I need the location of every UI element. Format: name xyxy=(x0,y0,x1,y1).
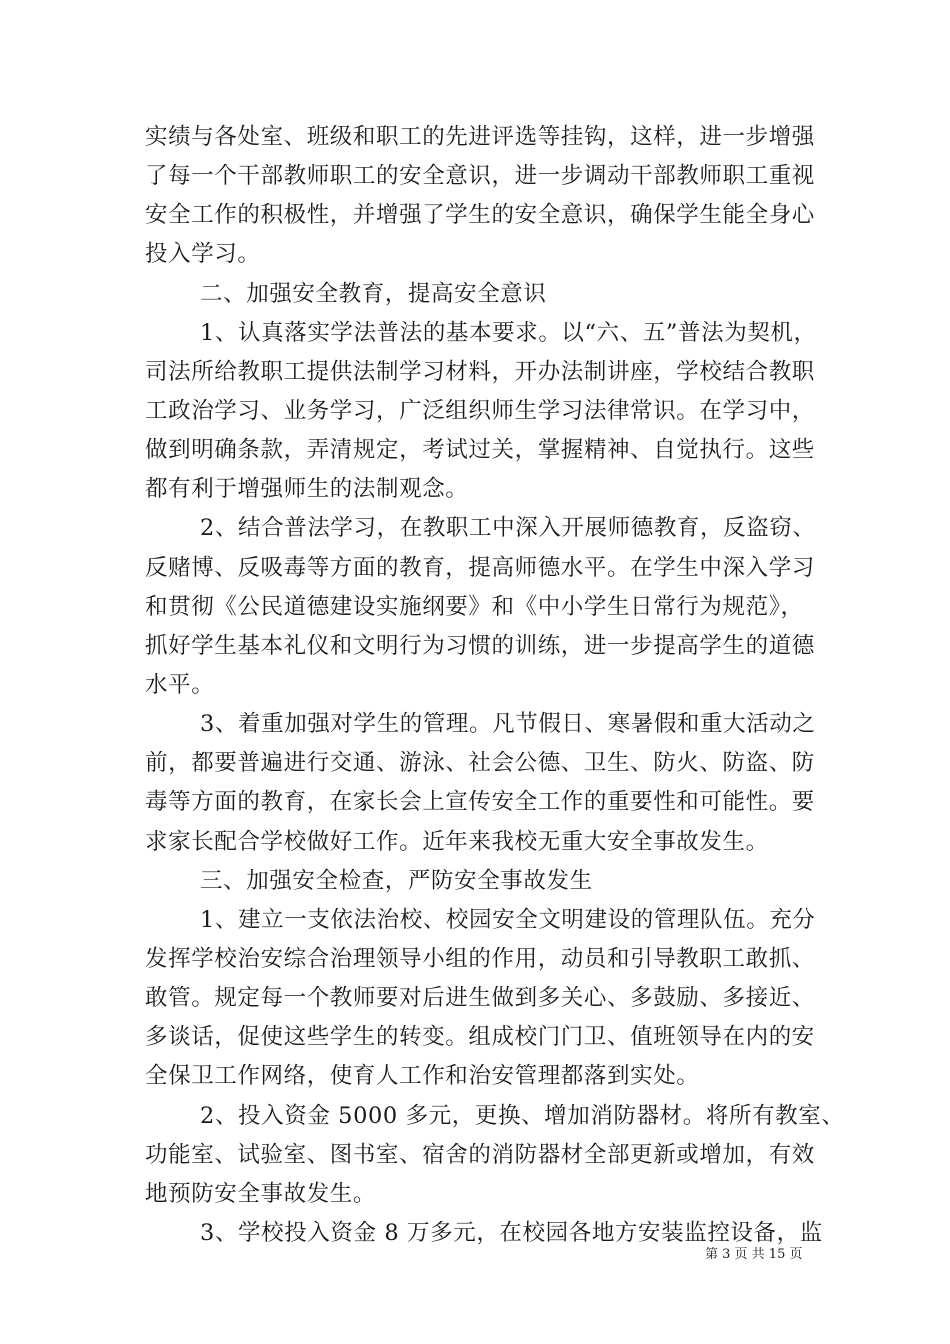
text-line: 3、学校投入资金 8 万多元，在校园各地方安装监控设备，监 xyxy=(200,1219,823,1246)
text-line: 了每一个干部教师职工的安全意识，进一步调动干部教师职工重视 xyxy=(145,163,815,190)
text-line: 求家长配合学校做好工作。近年来我校无重大安全事故发生。 xyxy=(145,828,769,855)
text-line: 1、建立一支依法治校、校园安全文明建设的管理队伍。充分 xyxy=(200,906,816,933)
text-line: 发挥学校治安综合治理领导小组的作用，动员和引导教职工敢抓、 xyxy=(145,945,815,972)
text-line: 司法所给教职工提供法制学习材料，开办法制讲座，学校结合教职 xyxy=(145,358,815,385)
text-line: 投入学习。 xyxy=(145,241,261,268)
text-line: 3、着重加强对学生的管理。凡节假日、寒暑假和重大活动之 xyxy=(200,711,816,738)
text-line: 都有利于增强师生的法制观念。 xyxy=(145,476,469,503)
text-line: 地预防安全事故发生。 xyxy=(145,1180,377,1207)
text-line: 实绩与各处室、班级和职工的先进评选等挂钩，这样，进一步增强 xyxy=(145,124,815,150)
text-line: 2、投入资金 5000 多元，更换、增加消防器材。将所有教室、 xyxy=(200,1102,845,1129)
text-line: 和贯彻《公民道德建设实施纲要》和《中小学生日常行为规范》， xyxy=(145,593,804,620)
text-line: 工政治学习、业务学习，广泛组织师生学习法律常识。在学习中， xyxy=(145,397,815,424)
text-line: 功能室、试验室、图书室、宿舍的消防器材全部更新或增加，有效 xyxy=(145,1141,815,1168)
text-line: 水平。 xyxy=(145,671,215,698)
text-line: 反赌博、反吸毒等方面的教育，提高师德水平。在学生中深入学习 xyxy=(145,554,815,581)
text-line: 二、加强安全教育，提高安全意识 xyxy=(200,280,547,307)
text-line: 多谈话，促使这些学生的转变。组成校门门卫、值班领导在内的安 xyxy=(145,1024,815,1051)
text-line: 敢管。规定每一个教师要对后进生做到多关心、多鼓励、多接近、 xyxy=(145,985,815,1012)
text-line: 2、结合普法学习，在教职工中深入开展师德教育，反盗窃、 xyxy=(200,515,816,542)
page-number-footer: 第 3 页 共 15 页 xyxy=(705,1247,803,1262)
text-line: 做到明确条款，弄清规定，考试过关，掌握精神、自觉执行。这些 xyxy=(145,437,815,464)
text-line: 抓好学生基本礼仪和文明行为习惯的训练，进一步提高学生的道德 xyxy=(145,632,815,659)
text-line: 三、加强安全检查，严防安全事故发生 xyxy=(200,867,593,894)
text-line: 全保卫工作网络，使育人工作和治安管理都落到实处。 xyxy=(145,1063,700,1090)
text-line: 1、认真落实学法普法的基本要求。以“六、五”普法为契机， xyxy=(200,319,817,346)
document-body xyxy=(145,118,845,1253)
text-line: 安全工作的积极性，并增强了学生的安全意识，确保学生能全身心 xyxy=(145,202,815,229)
text-line: 毒等方面的教育，在家长会上宣传安全工作的重要性和可能性。要 xyxy=(145,789,815,816)
text-line: 前，都要普遍进行交通、游泳、社会公德、卫生、防火、防盗、防 xyxy=(145,750,815,777)
